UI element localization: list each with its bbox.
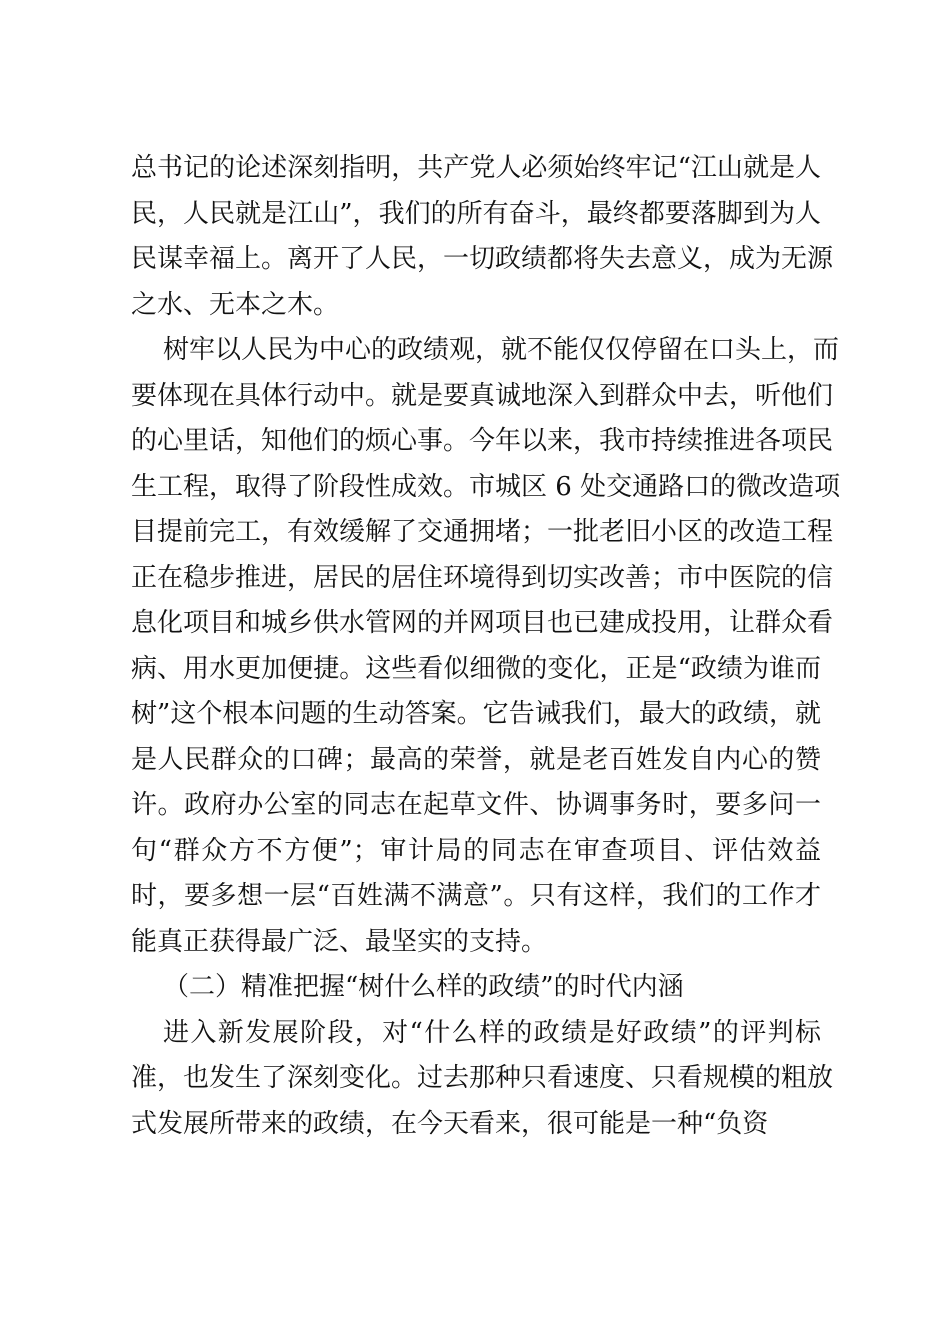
text-line: 树牢以人民为中心的政绩观，就不能仅仅停留在口头上，而 [163,335,840,365]
text-line: 式发展所带来的政绩，在今天看来，很可能是一种“负资 [131,1108,769,1139]
text-line: 许。政府办公室的同志在起草文件、协调事务时，要多问一 [131,790,821,820]
text-line: 民谋幸福上。离开了人民，一切政绩都将失去意义，成为无源 [131,244,834,274]
text-line: 时，要多想一层“百姓满不满意”。只有这样，我们的工作才 [131,881,821,911]
text-line: 进入新发展阶段，对“什么样的政绩是好政绩”的评判标 [163,1017,821,1048]
text-line: 总书记的论述深刻指明，共产党人必须始终牢记“江山就是人 [131,153,821,183]
text-line: 句“群众方不方便”；审计局的同志在审查项目、评估效益 [131,835,821,866]
text-line: 正在稳步推进，居民的居住环境得到切实改善；市中医院的信 [131,562,834,593]
section-heading-text: （二）精准把握“树什么样的政绩”的时代内涵 [163,972,684,1002]
text-line: 病、用水更加便捷。这些看似细微的变化，正是“政绩为谁而 [131,653,821,684]
text-line: 树”这个根本问题的生动答案。它告诫我们，最大的政绩，就 [131,699,821,729]
text-line: 目提前完工，有效缓解了交通拥堵；一批老旧小区的改造工程 [131,517,834,547]
text-line: 的心里话，知他们的烦心事。今年以来，我市持续推进各项民 [131,426,834,456]
text-line: 准，也发生了深刻变化。过去那种只看速度、只看规模的粗放 [131,1063,834,1093]
text-line: 要体现在具体行动中。就是要真诚地深入到群众中去，听他们 [131,380,834,411]
text-line: 息化项目和城乡供水管网的并网项目也已建成投用，让群众看 [131,608,834,638]
paragraph-3 [131,1011,834,1148]
text-line: 能真正获得最广泛、最坚实的支持。 [131,926,548,957]
text-line: 之水、无本之木。 [131,289,340,320]
paragraph-1 [131,146,834,328]
document-body [131,146,841,1147]
section-heading [131,965,821,1011]
text-line: 生工程，取得了阶段性成效。市城区 6 处交通路口的微改造项 [131,471,841,502]
text-line: 是人民群众的口碑；最高的荣誉，就是老百姓发自内心的赞 [131,744,821,775]
paragraph-2 [131,328,841,965]
text-line: 民，人民就是江山”，我们的所有奋斗，最终都要落脚到为人 [131,198,821,229]
